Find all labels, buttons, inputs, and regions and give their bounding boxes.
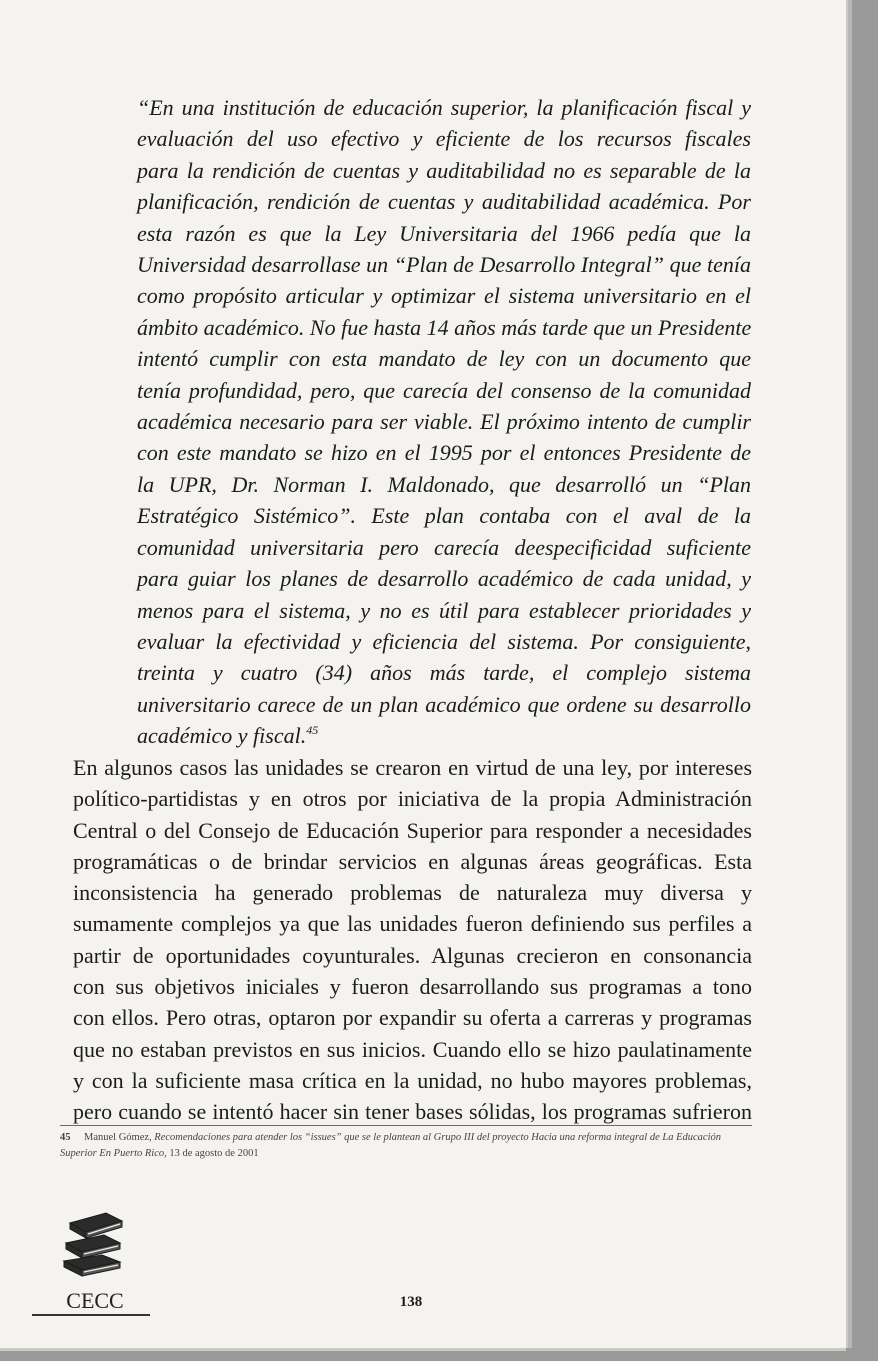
quote-line: la UPR, Dr. Norman I. Maldonado, que desarrolló un “Plan	[137, 471, 751, 497]
logo-text: CECC	[66, 1288, 124, 1313]
body-line: inconsistencia ha generado problemas de naturaleza muy diversa y	[73, 880, 752, 906]
footnote-title: Recomendaciones para atender los “issues” que se le plantean al Grupo III del proyecto Hacia una reforma integral de La Educación Superior En Puerto Rico,	[60, 1132, 721, 1159]
quote-line: evaluación del uso efectivo y eficiente de los recursos fiscales	[137, 126, 751, 152]
quote-line-last	[137, 720, 751, 751]
quote-line: para la rendición de cuentas y auditabilidad no es separable de la	[137, 157, 751, 183]
body-line: partir de oportunidades coyunturales. Algunas crecieron en consonancia	[73, 942, 752, 968]
footnote-reference[interactable]: 45	[306, 723, 319, 738]
body-paragraph	[73, 752, 752, 1128]
page-number: 138	[399, 1294, 423, 1310]
block-quote	[137, 92, 751, 752]
quote-line: treinta y cuatro (34) años más tarde, el complejo sistema	[137, 660, 751, 686]
body-line: con ellos. Pero otras, optaron por expandir su oferta a carreras y programas	[73, 1005, 752, 1031]
body-line: programáticas o de brindar servicios en algunas áreas geográficas. Esta	[73, 848, 752, 874]
quote-line: universitario carece de un plan académico que ordene su desarrollo	[137, 691, 751, 717]
quote-line: intentó cumplir con esta mandato de ley con un documento que	[137, 346, 751, 372]
body-line: que no estaban previstos en sus inicios. Cuando ello se hizo paulatinamente	[73, 1036, 752, 1062]
quote-line: para guiar los planes de desarrollo académico de cada unidad, y	[137, 566, 751, 592]
body-line: con sus objetivos iniciales y fueron desarrollando sus programas a tono	[73, 974, 752, 1000]
body-line: político-partidistas y en otros por iniciativa de la propia Administración	[73, 786, 752, 812]
quote-line: comunidad universitaria pero carecía deespecificidad suficiente	[137, 534, 751, 560]
quote-line: ámbito académico. No fue hasta 14 años más tarde que un Presidente	[137, 314, 752, 340]
quote-line: Universidad desarrollase un “Plan de Desarrollo Integral” que tenía	[137, 252, 751, 278]
quote-line-text: académico y fiscal.	[137, 723, 307, 749]
body-line: pero cuando se intentó hacer sin tener bases sólidas, los programas sufrieron	[73, 1099, 752, 1125]
footnote	[60, 1130, 760, 1162]
quote-line: evaluar la efectividad y eficiencia del sistema. Por consiguiente,	[137, 628, 751, 654]
body-line: En algunos casos las unidades se crearon en virtud de una ley, por intereses	[73, 755, 752, 780]
quote-line: tenía profundidad, pero, que carecía del consenso de la comunidad	[137, 377, 751, 403]
footnote-number: 45	[60, 1132, 71, 1143]
footnote-date: 13 de agosto de 2001	[169, 1148, 259, 1159]
quote-line: planificación, rendición de cuentas y auditabilidad académica. Por	[137, 189, 751, 215]
quote-line: Estratégico Sistémico”. Este plan contaba con el aval de la	[137, 503, 751, 529]
body-line: Central o del Consejo de Educación Superior para responder a necesidades	[73, 817, 752, 843]
footnote-author: Manuel Gómez,	[84, 1132, 152, 1143]
quote-line: académica necesario para ser viable. El próximo intento de cumplir	[137, 409, 751, 435]
quote-line: con este mandato se hizo en el 1995 por el entonces Presidente de	[137, 440, 751, 466]
body-line: y con la suficiente masa crítica en la unidad, no hubo mayores problemas,	[73, 1067, 752, 1093]
quote-line: como propósito articular y optimizar el sistema universitario en el	[137, 283, 751, 309]
quote-line: menos para el sistema, y no es útil para establecer prioridades y	[137, 597, 751, 623]
quote-line: “En una institución de educación superior, la planificación fiscal y	[137, 95, 751, 120]
body-line: sumamente complejos ya que las unidades fueron definiendo sus perfiles a	[73, 911, 752, 937]
footnote-divider	[60, 1125, 752, 1126]
logo-underline	[32, 1314, 150, 1316]
quote-line: esta razón es que la Ley Universitaria del 1966 pedía que la	[137, 220, 751, 246]
